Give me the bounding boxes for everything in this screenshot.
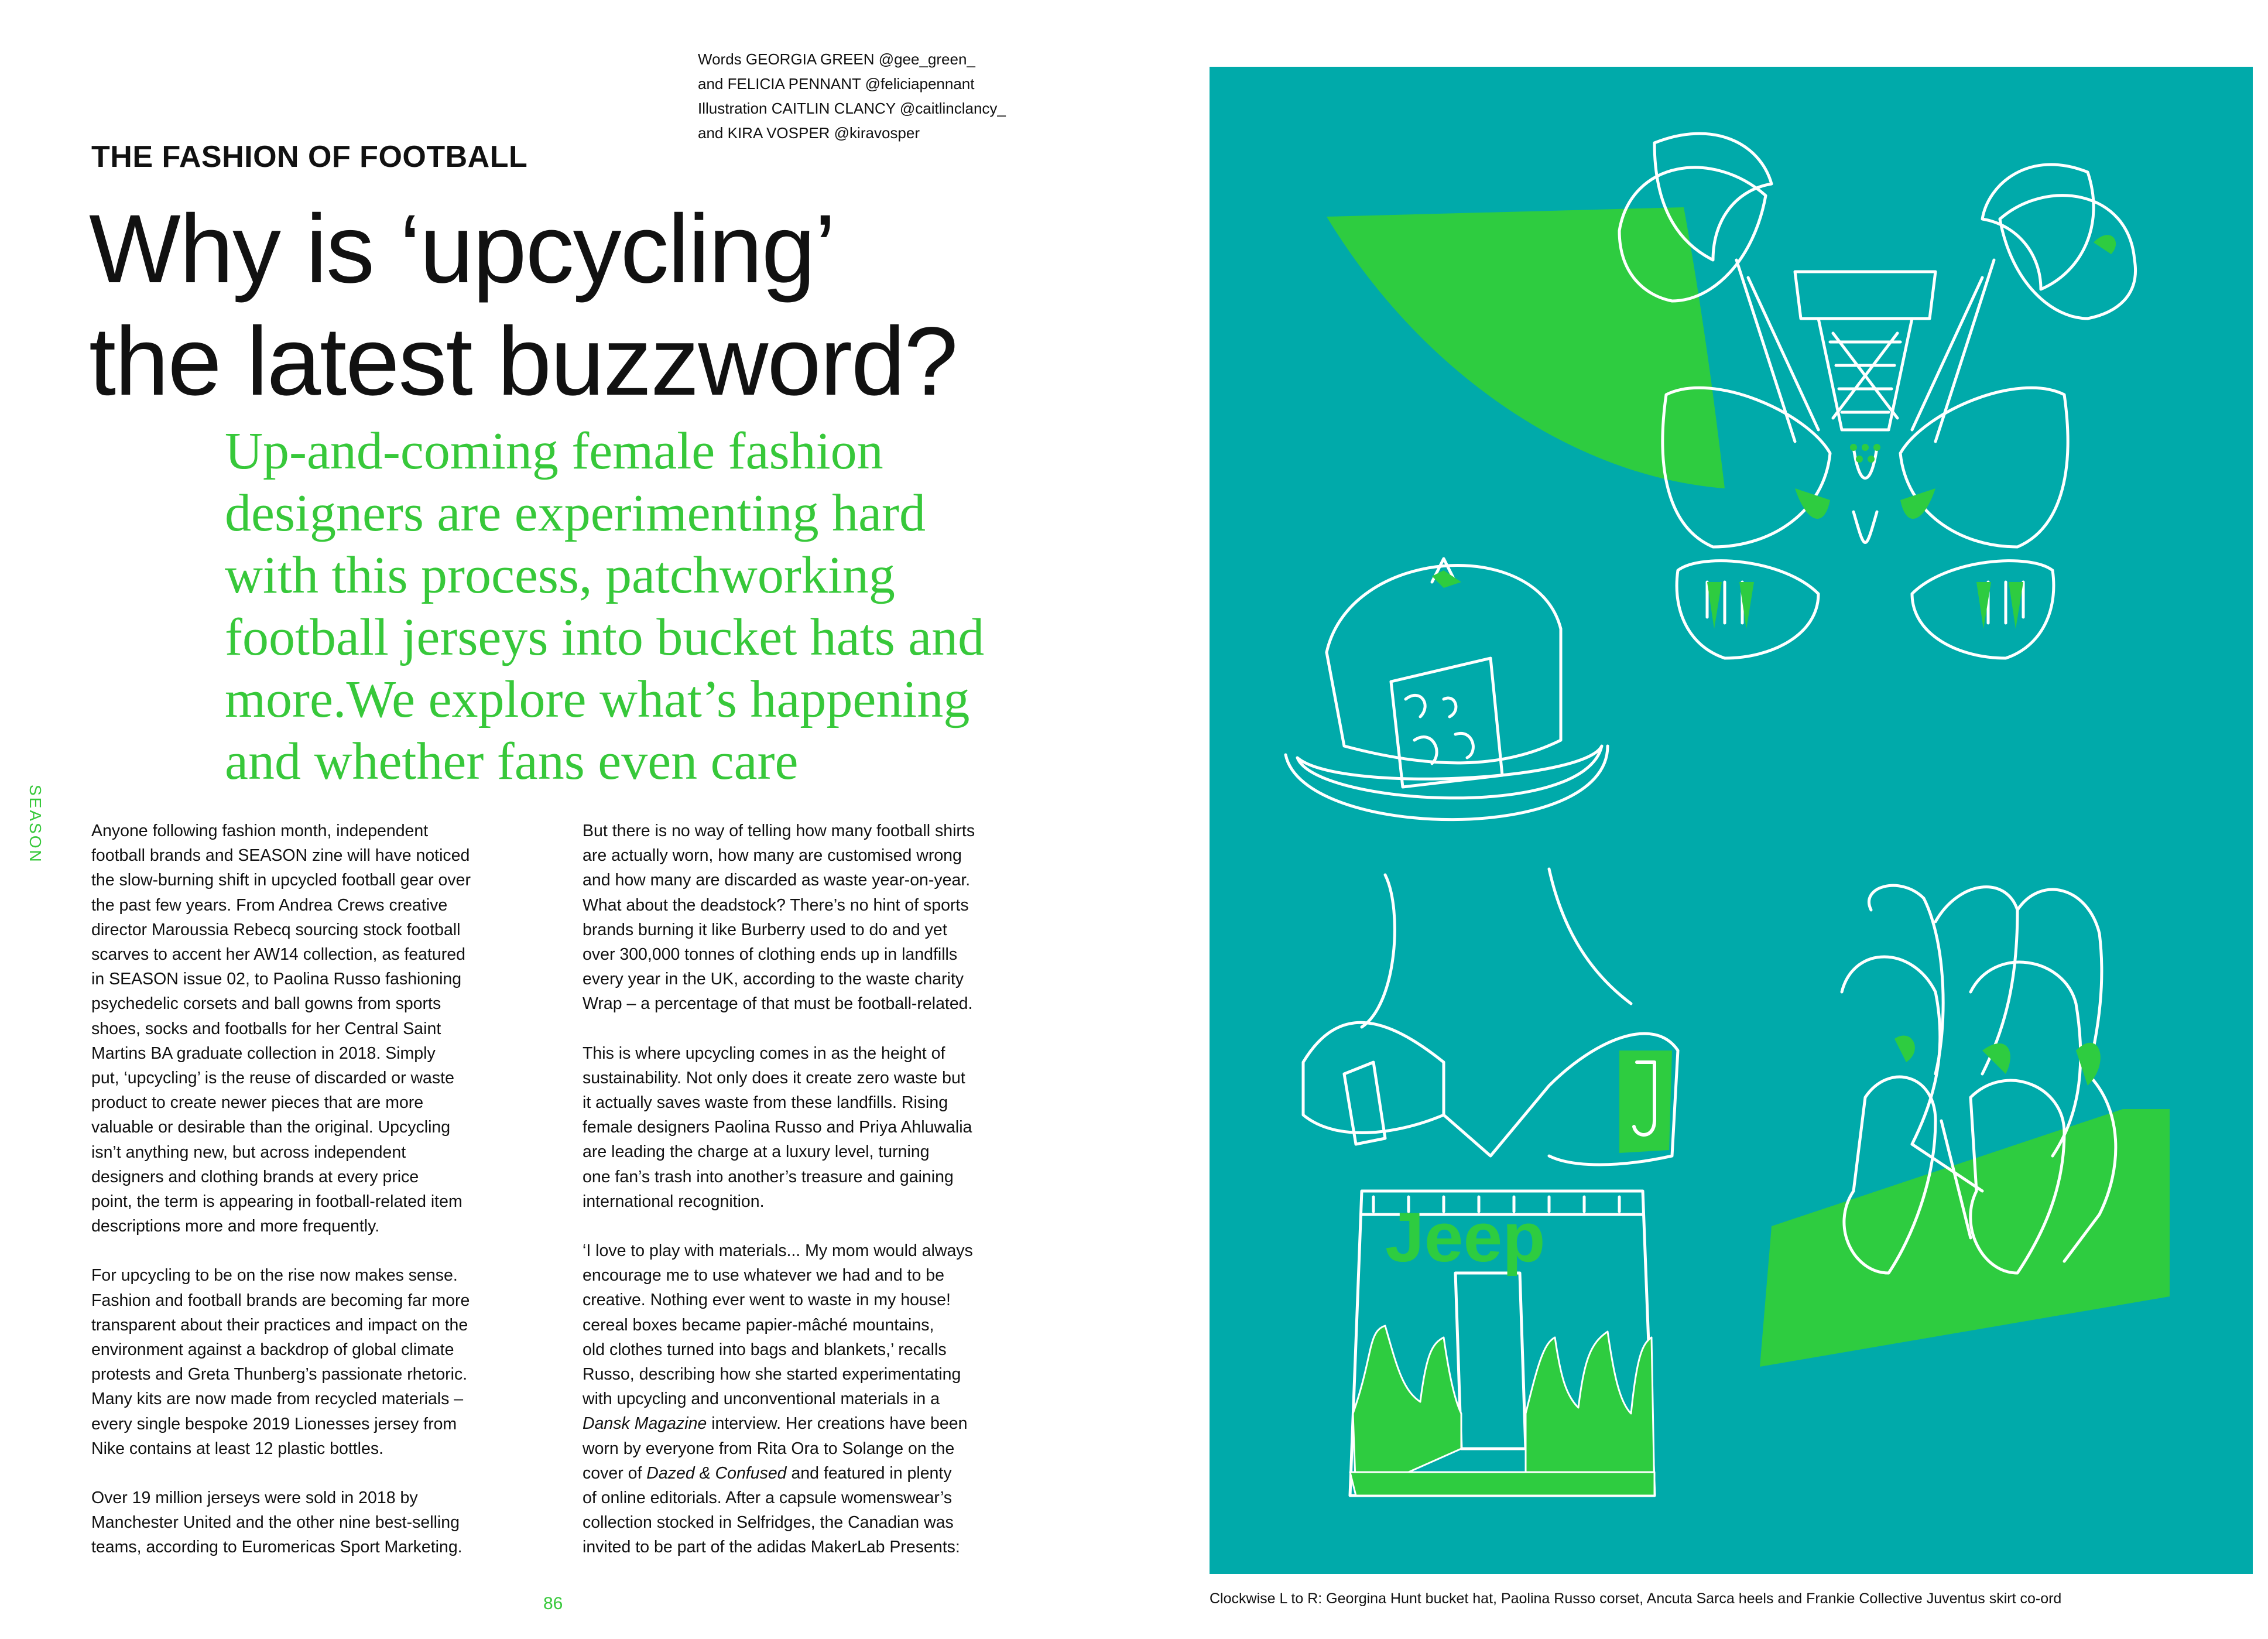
publication-title: Dazed & Confused bbox=[646, 1463, 787, 1483]
text-line: international recognition. bbox=[583, 1192, 765, 1211]
text-line: brands burning it like Burberry used to do and yet bbox=[583, 920, 947, 939]
text-line: in SEASON issue 02, to Paolina Russo fashioning bbox=[91, 970, 462, 989]
text-line: every single bespoke 2019 Lionesses jersey from bbox=[91, 1414, 457, 1433]
text-line: worn by everyone from Rita Ora to Solange on the bbox=[583, 1439, 955, 1458]
text-line: Many kits are now made from recycled materials – bbox=[91, 1390, 464, 1409]
text-line: creative. Nothing ever went to waste in my house! bbox=[583, 1291, 951, 1310]
text-line: every year in the UK, according to the waste charity bbox=[583, 970, 964, 989]
text-line: cover of Dazed & Confused and featured in plenty bbox=[583, 1463, 952, 1483]
jeep-logo-text: Jeep bbox=[1385, 1198, 1546, 1277]
standfirst-line: and whether fans even care bbox=[225, 733, 799, 791]
credit-line: and KIRA VOSPER @kiravosper bbox=[698, 124, 920, 142]
green-leaf-shape bbox=[1327, 207, 1725, 488]
standfirst-line: more.We explore what’s happening bbox=[225, 670, 970, 728]
paragraph bbox=[583, 1238, 1063, 1560]
text-line: over 300,000 tonnes of clothing ends up in landfills bbox=[583, 945, 958, 964]
standfirst-line: Up-and-coming female fashion bbox=[225, 422, 883, 480]
text-line: Anyone following fashion month, independent bbox=[91, 822, 429, 840]
text-line: scarves to accent her AW14 collection, as featured bbox=[91, 945, 465, 964]
text-line: For upcycling to be on the rise now makes sense. bbox=[91, 1266, 458, 1285]
section-kicker: THE FASHION OF FOOTBALL bbox=[91, 140, 528, 174]
body-column-2 bbox=[583, 819, 1063, 1585]
text-line: environment against a backdrop of global climate bbox=[91, 1340, 454, 1360]
text-line: female designers Paolina Russo and Priya Ahluwalia bbox=[583, 1118, 972, 1137]
text-line: football brands and SEASON zine will have noticed bbox=[91, 846, 470, 865]
text-line: ‘I love to play with materials... My mom would always bbox=[583, 1241, 973, 1261]
text-line: This is where upcycling comes in as the height of bbox=[583, 1043, 945, 1063]
text-line: invited to be part of the adidas MakerLab Presents: bbox=[583, 1538, 960, 1557]
credits-block bbox=[698, 47, 1108, 145]
text-line: director Maroussia Rebecq sourcing stock football bbox=[91, 920, 461, 939]
text-line: protests and Greta Thunberg’s passionate rhetoric. bbox=[91, 1365, 468, 1384]
credit-line: Words GEORGIA GREEN @gee_green_ bbox=[698, 50, 975, 68]
text-line: one fan’s trash into another’s treasure and gaining bbox=[583, 1167, 954, 1186]
text-line: with upcycling and unconventional materials in a bbox=[583, 1390, 940, 1409]
text-line: But there is no way of telling how many football shirts bbox=[583, 822, 975, 840]
standfirst-line: designers are experimenting hard bbox=[225, 484, 926, 542]
text-line: Wrap – a percentage of that must be football-related. bbox=[583, 994, 973, 1014]
text-line: encourage me to use whatever we had and to be bbox=[583, 1266, 944, 1285]
green-wedge-shape bbox=[1760, 1109, 2170, 1367]
paragraph bbox=[91, 1486, 571, 1560]
text-line: Manchester United and the other nine best-selling bbox=[91, 1513, 460, 1532]
standfirst-line: football jerseys into bucket hats and bbox=[225, 608, 985, 666]
text-line: Over 19 million jerseys were sold in 2018 by bbox=[91, 1489, 418, 1508]
paragraph bbox=[583, 1041, 1063, 1214]
text-line: it actually saves waste from these landfills. Rising bbox=[583, 1093, 948, 1113]
headline-line: Why is ‘upcycling’ bbox=[89, 195, 835, 303]
text-line: Russo, describing how she started experimentating bbox=[583, 1365, 961, 1384]
text-line: the past few years. From Andrea Crews creative bbox=[91, 895, 448, 915]
text-line: Martins BA graduate collection in 2018. Simply bbox=[91, 1043, 436, 1063]
text-line: are actually worn, how many are customised wrong bbox=[583, 846, 962, 865]
text-line: Fashion and football brands are becoming far more bbox=[91, 1291, 470, 1310]
body-column-1 bbox=[91, 819, 571, 1585]
text-line: valuable or desirable than the original. Upcycling bbox=[91, 1118, 451, 1137]
standfirst-line: with this process, patchworking bbox=[225, 546, 895, 604]
text-line: put, ‘upcycling’ is the reuse of discarded or waste bbox=[91, 1069, 454, 1088]
paragraph bbox=[91, 819, 571, 1238]
text-line: transparent about their practices and impact on the bbox=[91, 1315, 468, 1335]
text-line: Dansk Magazine interview. Her creations have been bbox=[583, 1414, 968, 1433]
text-line: are leading the charge at a luxury level, turning bbox=[583, 1142, 930, 1162]
text-line: old clothes turned into bags and blankets,’ recalls bbox=[583, 1340, 947, 1359]
text-line: shoes, socks and footballs for her Central Saint bbox=[91, 1019, 441, 1038]
text-line: isn’t anything new, but across independent bbox=[91, 1142, 406, 1162]
credit-line: and FELICIA PENNANT @feliciapennant bbox=[698, 75, 975, 93]
text-line: psychedelic corsets and ball gowns from sports bbox=[91, 994, 441, 1014]
paragraph bbox=[583, 819, 1063, 1017]
text-line: What about the deadstock? There’s no hint of sports bbox=[583, 895, 969, 915]
text-line: collection stocked in Selfridges, the Canadian was bbox=[583, 1513, 954, 1532]
illustration-panel bbox=[1210, 67, 2253, 1574]
credit-line: Illustration CAITLIN CLANCY @caitlinclancy_ bbox=[698, 100, 1006, 117]
headline bbox=[89, 193, 1143, 418]
text-line: descriptions more and more frequently. bbox=[91, 1217, 380, 1236]
spine-label: SEASON bbox=[26, 785, 44, 864]
text-line: the slow-burning shift in upcycled football gear over bbox=[91, 871, 471, 890]
illustration-caption: Clockwise L to R: Georgina Hunt bucket hat, Paolina Russo corset, Ancuta Sarca heels and Frankie Collective Juventus skirt co-ord bbox=[1210, 1590, 2062, 1607]
standfirst bbox=[225, 420, 1115, 793]
text-line: point, the term is appearing in football-related item bbox=[91, 1192, 462, 1212]
paragraph bbox=[91, 1263, 571, 1461]
illustration-svg bbox=[1210, 67, 2253, 1574]
text-line: of online editorials. After a capsule womenswear’s bbox=[583, 1489, 953, 1508]
text-line: cereal boxes became papier-mâché mountains, bbox=[583, 1315, 934, 1335]
text-line: sustainability. Not only does it create zero waste but bbox=[583, 1068, 965, 1087]
page-number: 86 bbox=[543, 1594, 563, 1613]
headline-line: the latest buzzword? bbox=[89, 307, 957, 416]
text-line: product to create newer pieces that are more bbox=[91, 1093, 424, 1113]
bucket-hat-drawing bbox=[1286, 559, 1608, 820]
publication-title: Dansk Magazine bbox=[583, 1414, 707, 1433]
text-line: teams, according to Euromericas Sport Marketing. bbox=[91, 1538, 462, 1557]
text-line: and how many are discarded as waste year-on-year. bbox=[583, 871, 971, 890]
text-line: Nike contains at least 12 plastic bottles. bbox=[91, 1439, 384, 1458]
text-line: designers and clothing brands at every price bbox=[91, 1167, 419, 1186]
